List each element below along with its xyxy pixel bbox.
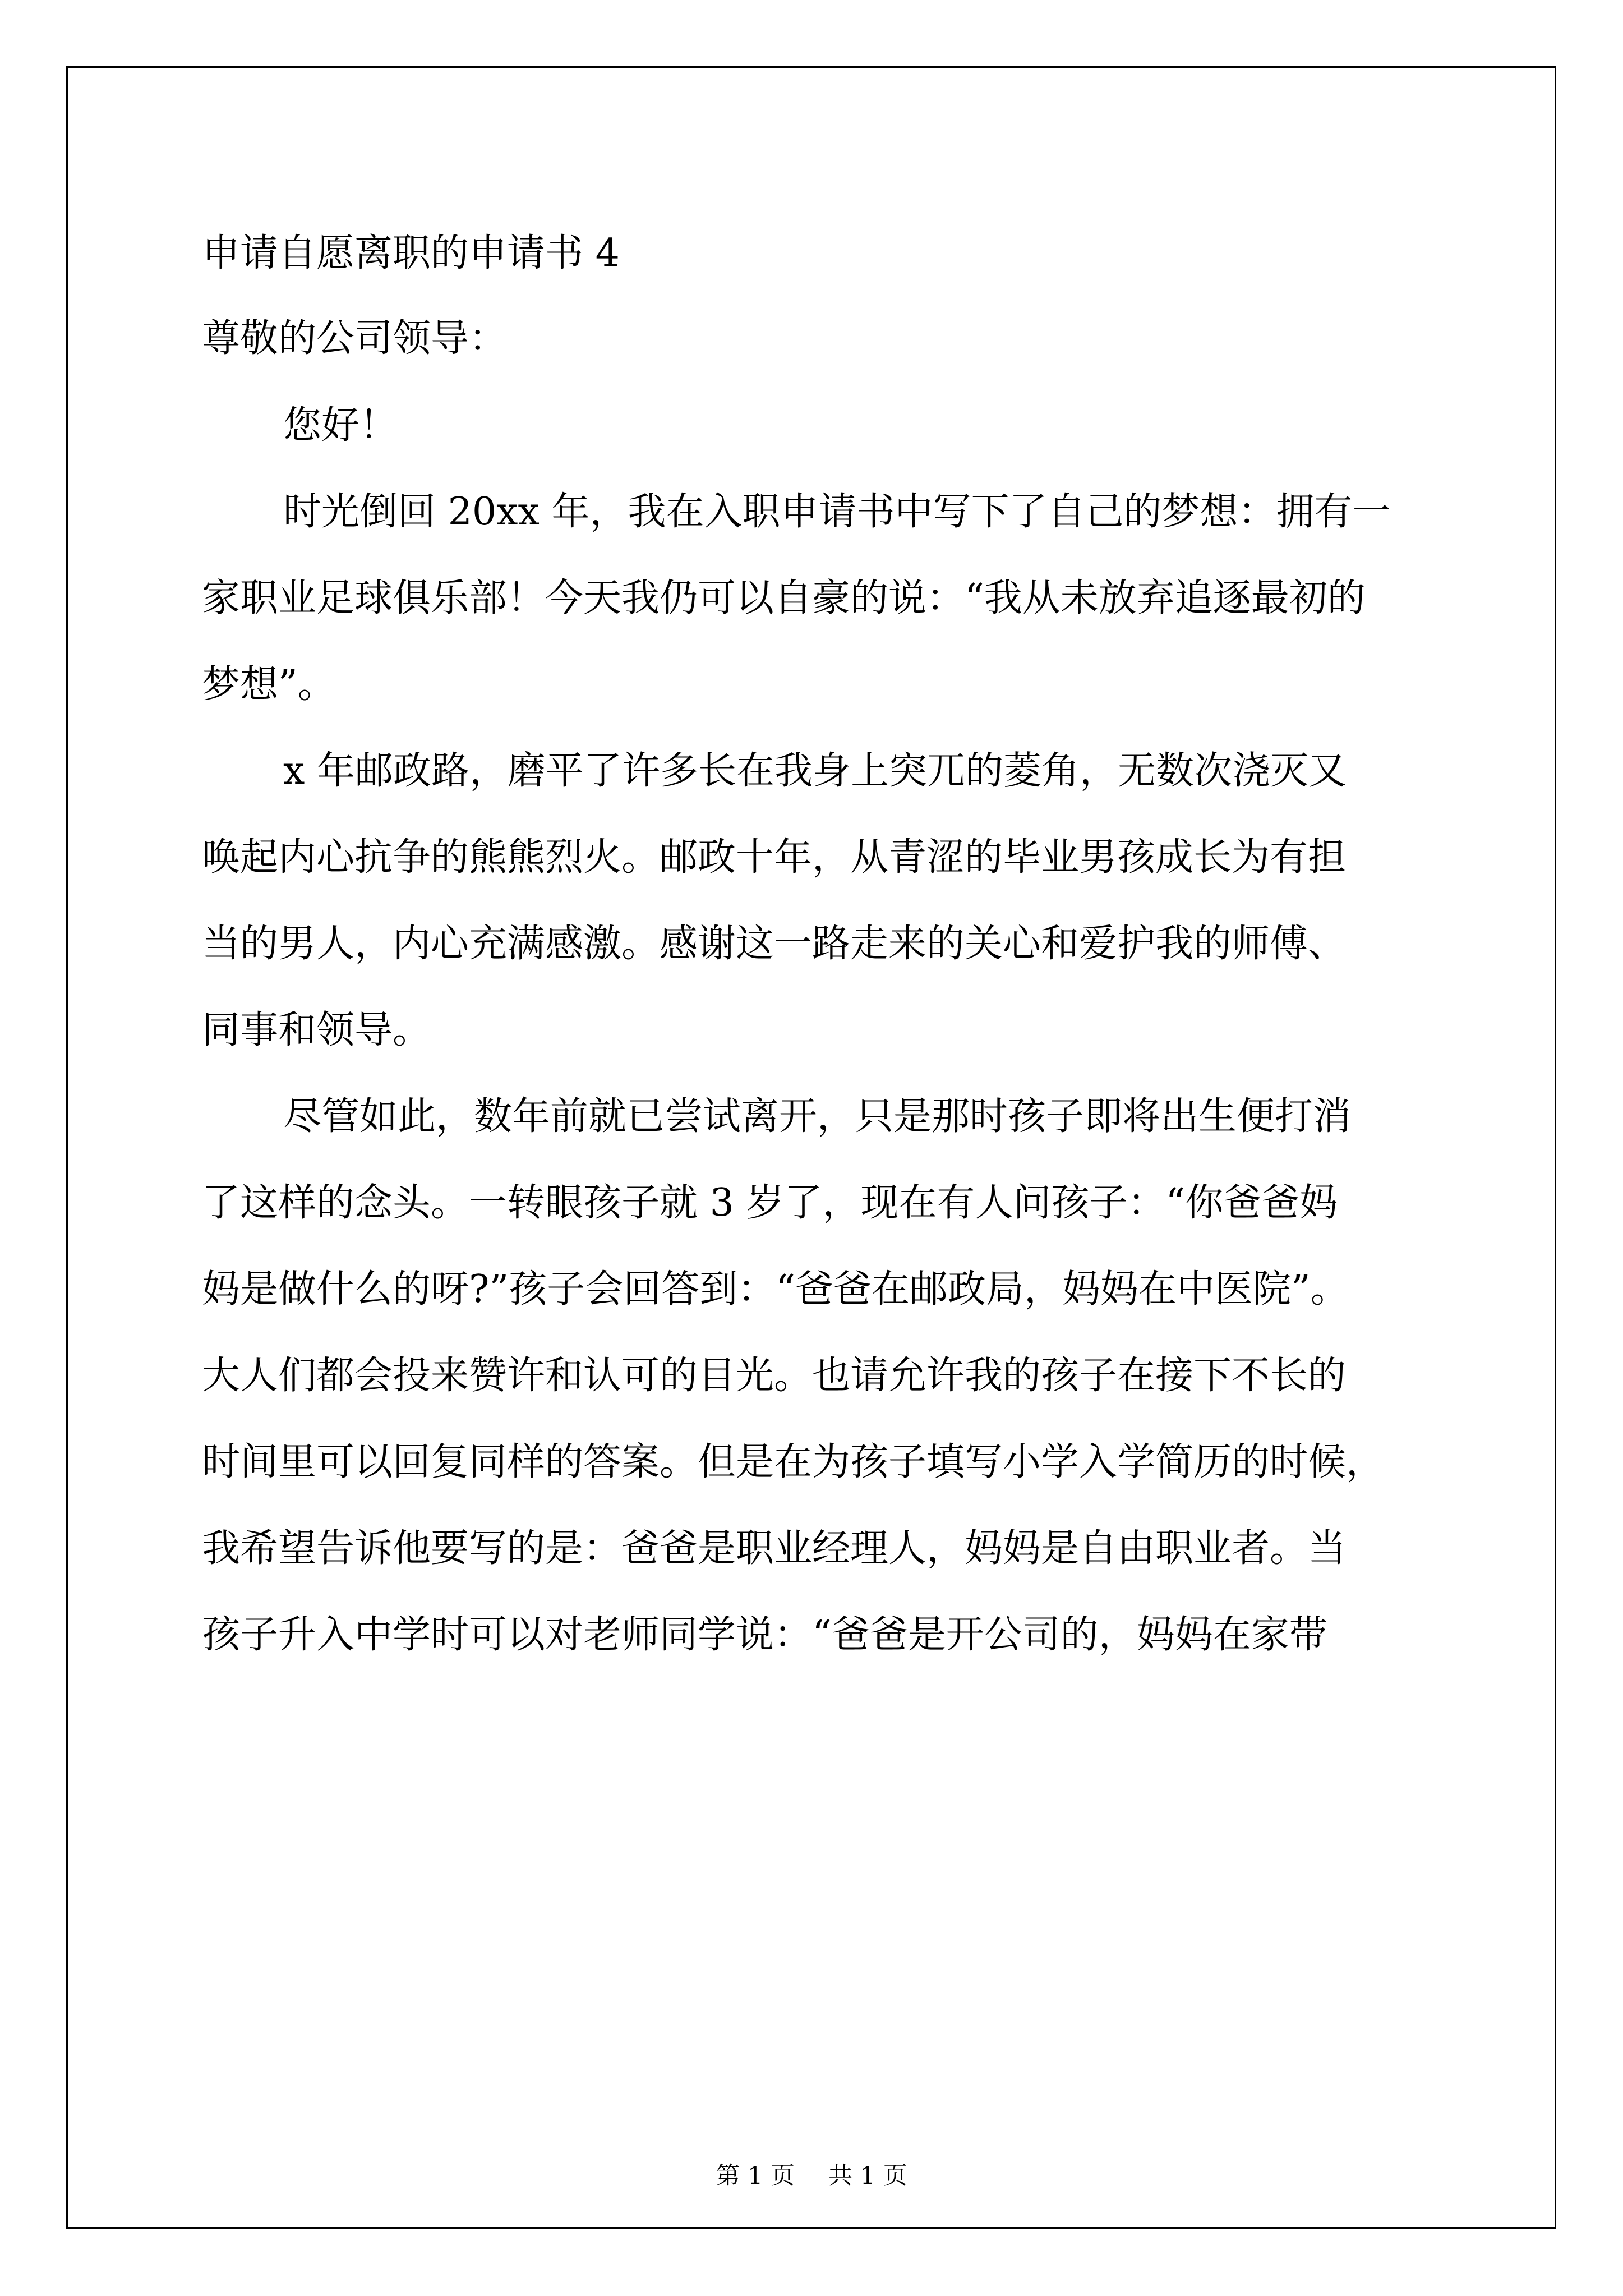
paragraph-line: 时光倒回 20xx 年，我在入职申请书中写下了自己的梦想：拥有一 — [283, 490, 1391, 534]
page-number: 第 1 页 — [716, 2162, 795, 2190]
paragraph-line: 我希望告诉他要写的是：爸爸是职业经理人，妈妈是自由职业者。当 — [202, 1526, 1347, 1571]
page-footer — [0, 2164, 1623, 2188]
salutation: 尊敬的公司领导： — [202, 316, 508, 361]
page-border — [66, 66, 1556, 2229]
paragraph-line: x 年邮政路，磨平了许多长在我身上突兀的菱角，无数次浇灭又 — [283, 749, 1347, 793]
greeting: 您好！ — [283, 403, 398, 448]
paragraph-line: 当的男人，内心充满感激。感谢这一路走来的关心和爱护我的师傅、 — [202, 922, 1347, 966]
page-total: 共 1 页 — [828, 2162, 907, 2190]
paragraph-line: 时间里可以回复同样的答案。但是在为孩子填写小学入学简历的时候， — [202, 1440, 1385, 1484]
document-title: 申请自愿离职的申请书 4 — [202, 231, 620, 275]
paragraph-line: 妈是做什么的呀?”孩子会回答到：“爸爸在邮政局，妈妈在中医院”。 — [202, 1267, 1349, 1312]
paragraph-line: 梦想”。 — [202, 662, 336, 707]
paragraph-line: 孩子升入中学时可以对老师同学说：“爸爸是开公司的，妈妈在家带 — [202, 1613, 1327, 1657]
paragraph-line: 同事和领导。 — [202, 1008, 431, 1052]
paragraph-line: 尽管如此，数年前就已尝试离开，只是那时孩子即将出生便打消 — [283, 1094, 1352, 1139]
paragraph-line: 了这样的念头。一转眼孩子就 3 岁了，现在有人问孩子：“你爸爸妈 — [202, 1181, 1338, 1225]
paragraph-line: 家职业足球俱乐部！今天我仍可以自豪的说：“我从未放弃追逐最初的 — [202, 576, 1366, 620]
paragraph-line: 唤起内心抗争的熊熊烈火。邮政十年，从青涩的毕业男孩成长为有担 — [202, 835, 1347, 880]
paragraph-line: 大人们都会投来赞许和认可的目光。也请允许我的孩子在接下不长的 — [202, 1354, 1347, 1398]
